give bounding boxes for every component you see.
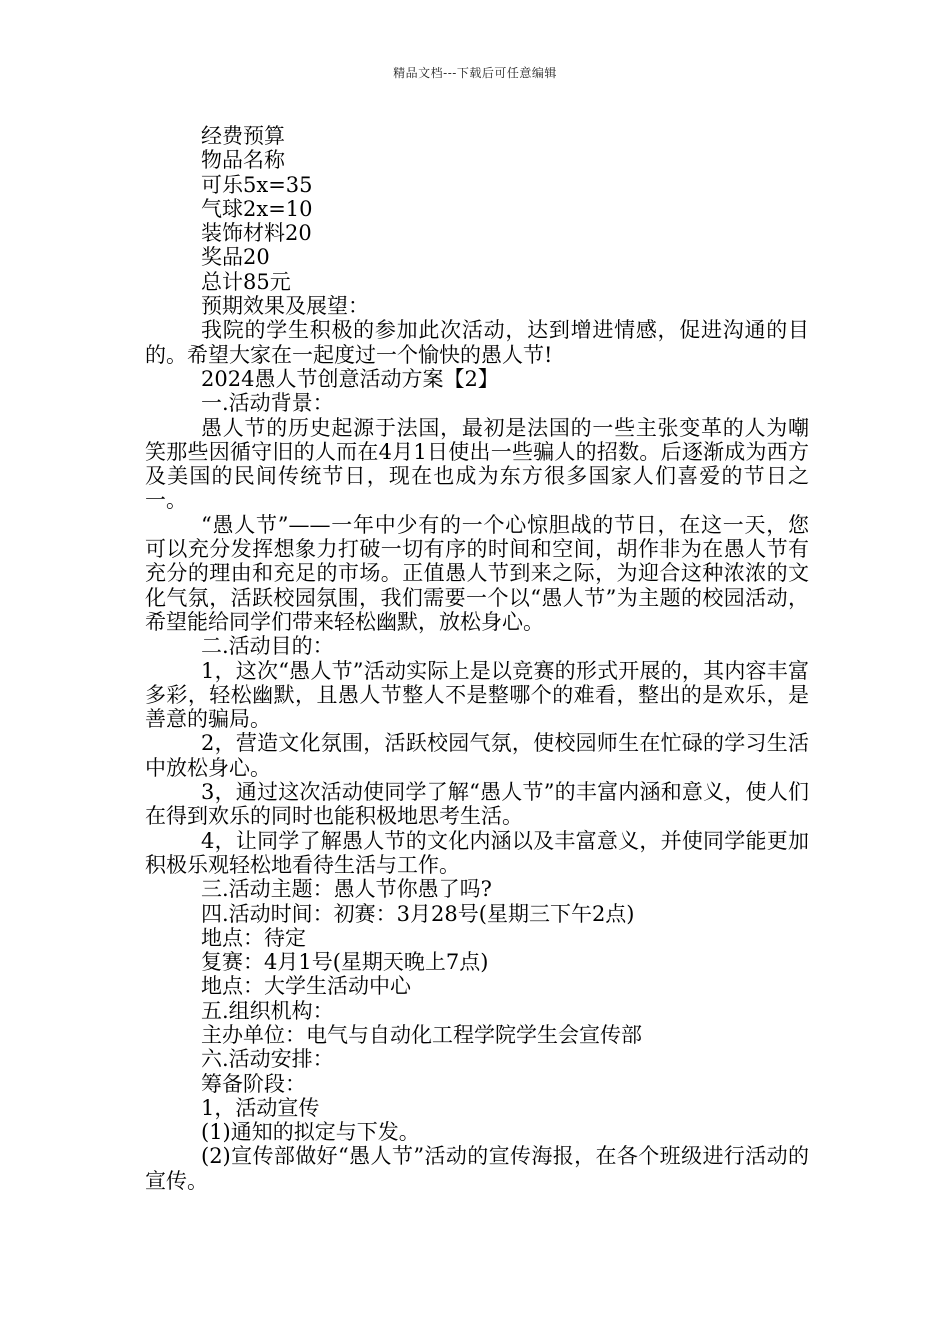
paragraph: 3，通过这次活动使同学了解“愚人节”的丰富内涵和意义，使人们在得到欢乐的同时也能积极地思考生活。	[145, 780, 809, 829]
text-line: 总计85元	[201, 269, 291, 294]
section-heading: 五.组织机构：	[201, 998, 334, 1023]
paragraph: 愚人节的历史起源于法国，最初是法国的一些主张变革的人为嘲笑那些因循守旧的人而在4月1日使出一些骗人的招数。后逐渐成为西方及美国的民间传统节日，现在也成为东方很多国家人们喜爱的节日之一。	[145, 415, 809, 513]
text-line: 奖品20	[201, 245, 270, 270]
text-line: 气球2x=10	[201, 196, 313, 221]
text-line: 地点：大学生活动中心	[201, 974, 411, 999]
section-heading: 三.活动主题：愚人节你愚了吗?	[201, 877, 492, 902]
section-heading: 四.活动时间：初赛：3月28号(星期三下午2点)	[201, 901, 635, 926]
paragraph: 1，这次“愚人节”活动实际上是以竞赛的形式开展的，其内容丰富多彩，轻松幽默，且愚人节整人不是整哪个的难看，整出的是欢乐，是善意的骗局。	[145, 658, 809, 732]
paragraph: 2，营造文化氛围，活跃校园气氛，使校园师生在忙碌的学习生活中放松身心。	[145, 731, 809, 780]
section-title: 2024愚人节创意活动方案【2】	[201, 366, 499, 391]
document-body	[145, 124, 809, 1193]
paragraph: 4，让同学了解愚人节的文化内涵以及丰富意义，并使同学能更加积极乐观轻松地看待生活与工作。	[145, 828, 809, 877]
section-heading: 六.活动安排：	[201, 1047, 334, 1072]
text-line: 1，活动宣传	[201, 1095, 320, 1120]
text-line: 主办单位：电气与自动化工程学院学生会宣传部	[201, 1022, 642, 1047]
paragraph: 我院的学生积极的参加此次活动，达到增进情感，促进沟通的目的。希望大家在一起度过一个愉快的愚人节!	[145, 318, 809, 367]
paragraph: “愚人节”——一年中少有的一个心惊胆战的节日，在这一天，您可以充分发挥想象力打破一切有序的时间和空间，胡作非为在愚人节有充分的理由和充足的市场。正值愚人节到来之际，为迎合这种浓浓的文化气氛，活跃校园氛围，我们需要一个以“愚人节”为主题的校园活动，希望能给同学们带来轻松幽默，放松身心。	[145, 512, 809, 634]
text-line: 复赛：4月1号(星期天晚上7点)	[201, 950, 489, 975]
text-line: 可乐5x=35	[201, 172, 313, 197]
section-heading: 二.活动目的：	[201, 634, 334, 659]
section-heading: 一.活动背景：	[201, 391, 334, 416]
text-line: 物品名称	[201, 148, 285, 173]
text-line: 筹备阶段：	[201, 1071, 306, 1096]
text-line: 经费预算	[201, 124, 285, 148]
text-line: (1)通知的拟定与下发。	[201, 1120, 420, 1145]
paragraph: (2)宣传部做好“愚人节”活动的宣传海报，在各个班级进行活动的宣传。	[145, 1144, 809, 1193]
page-header: 精品文档---下载后可任意编辑	[393, 66, 557, 80]
text-line: 地点：待定	[201, 925, 306, 950]
text-line: 装饰材料20	[201, 221, 312, 246]
text-line: 预期效果及展望：	[201, 294, 369, 319]
